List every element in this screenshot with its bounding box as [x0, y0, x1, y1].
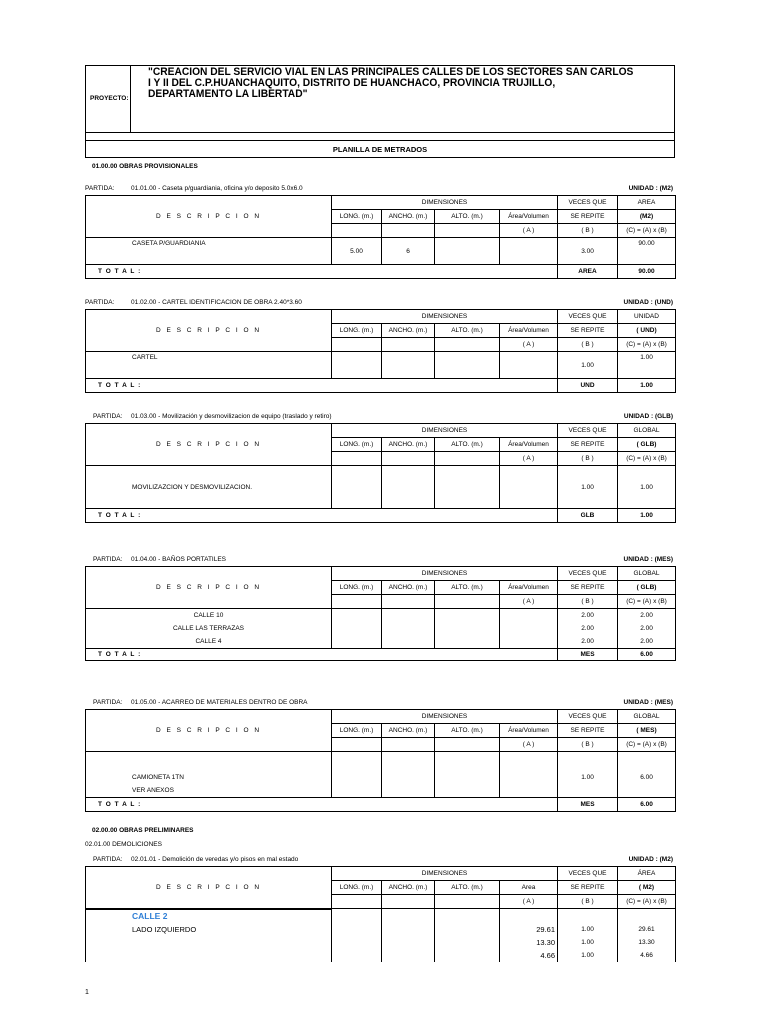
partida-unit: UNIDAD : (M2) — [628, 185, 673, 192]
col-descripcion: D E S C R I P C I O N — [86, 867, 332, 909]
row-veces: 2.00 — [558, 635, 618, 649]
col-b: ( B ) — [558, 338, 618, 352]
row-result: 2.00 — [618, 622, 676, 635]
divider — [86, 140, 674, 141]
partida-description: 01.04.00 - BAÑOS PORTATILES — [131, 556, 227, 563]
col-a: ( A ) — [500, 224, 558, 238]
partida-label: PARTIDA: — [85, 299, 115, 306]
partida-label: PARTIDA: — [93, 413, 123, 420]
col-unit-h1: UNIDAD — [618, 310, 676, 324]
metrado-table — [85, 709, 676, 812]
row-veces: 1.00 — [558, 752, 618, 784]
partida-label: PARTIDA: — [85, 185, 115, 192]
col-dimensiones: DIMENSIONES — [332, 710, 558, 724]
col-unit-h1: ÁREA — [618, 867, 676, 881]
row-description: VER ANEXOS — [86, 784, 332, 798]
row-area: 13.30 — [500, 936, 558, 949]
col-area-vol: Área/Volumen — [500, 724, 558, 738]
col-veces: VECES QUE — [558, 310, 618, 324]
col-ancho: ANCHO. (m.) — [382, 438, 435, 452]
col-dimensiones: DIMENSIONES — [332, 567, 558, 581]
col-long: LONG. (m.) — [332, 324, 382, 338]
col-ancho: ANCHO. (m.) — [382, 581, 435, 595]
total-unit: MES — [558, 649, 618, 661]
col-unit-h1: GLOBAL — [618, 567, 676, 581]
col-area: Area — [500, 881, 558, 895]
col-veces: VECES QUE — [558, 567, 618, 581]
sheet-title: PLANILLA DE METRADOS — [332, 145, 428, 154]
row-veces: 1.00 — [558, 949, 618, 962]
row-veces: 1.00 — [558, 352, 618, 379]
table-row — [86, 784, 676, 798]
row-description: CALLE 10 — [86, 609, 332, 623]
col-area-vol: Área/Volumen — [500, 438, 558, 452]
table-row — [86, 909, 676, 923]
col-long: LONG. (m.) — [332, 724, 382, 738]
col-formula: (C) = (A) x (B) — [618, 738, 676, 752]
partida-line — [85, 555, 675, 565]
partida-description: 01.01.00 - Caseta p/guardiania, oficina y/o deposito 5.0x6.0 — [131, 185, 303, 192]
row-result: 13.30 — [618, 936, 676, 949]
project-title: "CREACION DEL SERVICIO VIAL EN LAS PRINCIPALES CALLES DE LOS SECTORES SAN CARLOS I Y II DEL C.P.HUANCHAQUITO, DISTRITO DE HUANCHACO, PROVINCIA TRUJILLO, DEPARTAMENTO LA LIBERTAD" — [148, 66, 634, 100]
col-b: ( B ) — [558, 895, 618, 909]
col-alto: ALTO. (m.) — [435, 724, 500, 738]
total-value: 6.00 — [618, 797, 676, 811]
total-label: T O T A L : — [86, 509, 558, 523]
row-result: 2.00 — [618, 609, 676, 623]
metrado-table — [85, 309, 676, 393]
col-descripcion: D E S C R I P C I O N — [86, 196, 332, 238]
row-veces: 1.00 — [558, 923, 618, 936]
col-formula: (C) = (A) x (B) — [618, 338, 676, 352]
table-row — [86, 466, 676, 509]
col-formula: (C) = (A) x (B) — [618, 895, 676, 909]
col-se-repite: SE REPITE — [558, 438, 618, 452]
col-dimensiones: DIMENSIONES — [332, 196, 558, 210]
row-result: 2.00 — [618, 635, 676, 649]
partida-description: 02.01.01 - Demolición de veredas y/o pisos en mal estado — [131, 856, 299, 863]
total-value: 90.00 — [618, 265, 676, 279]
col-ancho: ANCHO. (m.) — [382, 210, 435, 224]
col-veces: VECES QUE — [558, 196, 618, 210]
row-veces: 1.00 — [558, 936, 618, 949]
col-descripcion: D E S C R I P C I O N — [86, 424, 332, 466]
row-veces: 1.00 — [558, 466, 618, 509]
section-heading-01: 01.00.00 OBRAS PROVISIONALES — [92, 163, 198, 170]
total-label: T O T A L : — [86, 797, 558, 811]
row-description — [86, 909, 332, 923]
col-unit-h1: GLOBAL — [618, 710, 676, 724]
col-veces: VECES QUE — [558, 867, 618, 881]
row-description: LADO IZQUIERDO — [86, 923, 332, 936]
col-se-repite: SE REPITE — [558, 881, 618, 895]
project-header — [85, 65, 675, 158]
row-area: 29.61 — [500, 923, 558, 936]
section-heading-02: 02.00.00 OBRAS PRELIMINARES — [92, 827, 194, 834]
total-label: T O T A L : — [86, 265, 558, 279]
row-description: CARTEL — [86, 352, 332, 379]
col-area-vol: Área/Volumen — [500, 581, 558, 595]
col-unit-h2: ( UND) — [618, 324, 676, 338]
col-unit-h2: ( GLB) — [618, 438, 676, 452]
total-value: 1.00 — [618, 379, 676, 393]
col-a: ( A ) — [500, 338, 558, 352]
row-result: 1.00 — [618, 466, 676, 509]
col-alto: ALTO. (m.) — [435, 210, 500, 224]
col-alto: ALTO. (m.) — [435, 881, 500, 895]
partida-unit: UNIDAD : (M2) — [628, 856, 673, 863]
row-description: CAMIONETA 1TN — [86, 752, 332, 784]
partida-unit: UNIDAD : (MES) — [623, 556, 673, 563]
total-row — [86, 649, 676, 661]
col-long: LONG. (m.) — [332, 581, 382, 595]
table-row — [86, 949, 676, 962]
proyecto-label-cell — [86, 66, 131, 132]
col-descripcion: D E S C R I P C I O N — [86, 567, 332, 609]
partida-description: 01.02.00 - CARTEL IDENTIFICACION DE OBRA 2.40*3.60 — [131, 299, 302, 306]
col-se-repite: SE REPITE — [558, 210, 618, 224]
col-a: ( A ) — [500, 452, 558, 466]
table-row — [86, 622, 676, 635]
metrado-table — [85, 866, 676, 962]
table-row — [86, 752, 676, 784]
col-b: ( B ) — [558, 738, 618, 752]
col-unit-h1: AREA — [618, 196, 676, 210]
col-unit-h2: ( MES) — [618, 724, 676, 738]
col-dimensiones: DIMENSIONES — [332, 867, 558, 881]
total-unit: GLB — [558, 509, 618, 523]
total-row — [86, 509, 676, 523]
col-veces: VECES QUE — [558, 710, 618, 724]
partida-label: PARTIDA: — [93, 856, 123, 863]
total-row — [86, 265, 676, 279]
partida-line — [85, 298, 675, 308]
total-row — [86, 797, 676, 811]
col-formula: (C) = (A) x (B) — [618, 595, 676, 609]
col-area-vol: Área/Volumen — [500, 210, 558, 224]
col-descripcion: D E S C R I P C I O N — [86, 310, 332, 352]
divider — [86, 132, 674, 133]
partida-description: 01.03.00 - Movilización y desmovilizacion de equipo (traslado y retiro) — [131, 413, 332, 420]
partida-line — [85, 412, 675, 422]
table-row — [86, 635, 676, 649]
col-formula: (C) = (A) x (B) — [618, 452, 676, 466]
col-long: LONG. (m.) — [332, 210, 382, 224]
metrado-table — [85, 195, 676, 279]
col-ancho: ANCHO. (m.) — [382, 324, 435, 338]
col-a: ( A ) — [500, 738, 558, 752]
col-descripcion: D E S C R I P C I O N — [86, 710, 332, 752]
col-long: LONG. (m.) — [332, 881, 382, 895]
total-label: T O T A L : — [86, 379, 558, 393]
subsection-heading-0201: 02.01.00 DEMOLICIONES — [85, 841, 162, 848]
partida-unit: UNIDAD : (MES) — [623, 699, 673, 706]
row-result: 90.00 — [618, 238, 676, 265]
col-area-vol: Área/Volumen — [500, 324, 558, 338]
table-row — [86, 923, 676, 936]
table-row — [86, 936, 676, 949]
row-result: 4.66 — [618, 949, 676, 962]
col-unit-h2: (M2) — [618, 210, 676, 224]
partida-unit: UNIDAD : (UND) — [623, 299, 673, 306]
metrado-table — [85, 423, 676, 523]
total-row — [86, 379, 676, 393]
col-alto: ALTO. (m.) — [435, 438, 500, 452]
partida-label: PARTIDA: — [93, 556, 123, 563]
col-se-repite: SE REPITE — [558, 724, 618, 738]
col-b: ( B ) — [558, 595, 618, 609]
total-value: 1.00 — [618, 509, 676, 523]
page-number: 1 — [85, 989, 89, 996]
row-result: 29.61 — [618, 923, 676, 936]
row-description: CASETA P/GUARDIANIA — [86, 238, 332, 265]
col-a: ( A ) — [500, 595, 558, 609]
col-dimensiones: DIMENSIONES — [332, 310, 558, 324]
row-description: CALLE 4 — [86, 635, 332, 649]
proyecto-label: PROYECTO: — [90, 95, 129, 102]
partida-line — [85, 855, 675, 865]
row-description: CALLE LAS TERRAZAS — [86, 622, 332, 635]
row-result: 1.00 — [618, 352, 676, 379]
col-unit-h2: ( GLB) — [618, 581, 676, 595]
total-label: T O T A L : — [86, 649, 558, 661]
table-row — [86, 238, 676, 265]
col-alto: ALTO. (m.) — [435, 324, 500, 338]
col-ancho: ANCHO. (m.) — [382, 881, 435, 895]
col-long: LONG. (m.) — [332, 438, 382, 452]
row-veces: 2.00 — [558, 609, 618, 623]
total-unit: MES — [558, 797, 618, 811]
row-description: MOVILIZAZCION Y DESMOVILIZACION. — [86, 466, 332, 509]
col-se-repite: SE REPITE — [558, 581, 618, 595]
col-b: ( B ) — [558, 224, 618, 238]
total-value: 6.00 — [618, 649, 676, 661]
partida-description: 01.05.00 - ACARREO DE MATERIALES DENTRO DE OBRA — [131, 699, 308, 706]
street-heading: CALLE 2 — [132, 911, 168, 921]
row-long: 5.00 — [332, 238, 382, 265]
row-result: 6.00 — [618, 752, 676, 784]
row-area: 4.66 — [500, 949, 558, 962]
col-b: ( B ) — [558, 452, 618, 466]
total-unit: UND — [558, 379, 618, 393]
row-ancho: 6 — [382, 238, 435, 265]
partida-label: PARTIDA: — [93, 699, 123, 706]
table-row — [86, 609, 676, 623]
table-row — [86, 352, 676, 379]
col-unit-h2: ( M2) — [618, 881, 676, 895]
total-unit: AREA — [558, 265, 618, 279]
col-unit-h1: GLOBAL — [618, 424, 676, 438]
partida-line — [85, 184, 675, 194]
partida-line — [85, 698, 675, 708]
col-ancho: ANCHO. (m.) — [382, 724, 435, 738]
col-dimensiones: DIMENSIONES — [332, 424, 558, 438]
col-veces: VECES QUE — [558, 424, 618, 438]
col-a: ( A ) — [500, 895, 558, 909]
col-formula: (C) = (A) x (B) — [618, 224, 676, 238]
row-veces: 3.00 — [558, 238, 618, 265]
row-veces: 2.00 — [558, 622, 618, 635]
col-se-repite: SE REPITE — [558, 324, 618, 338]
partida-unit: UNIDAD : (GLB) — [623, 413, 673, 420]
metrado-table — [85, 566, 676, 661]
col-alto: ALTO. (m.) — [435, 581, 500, 595]
